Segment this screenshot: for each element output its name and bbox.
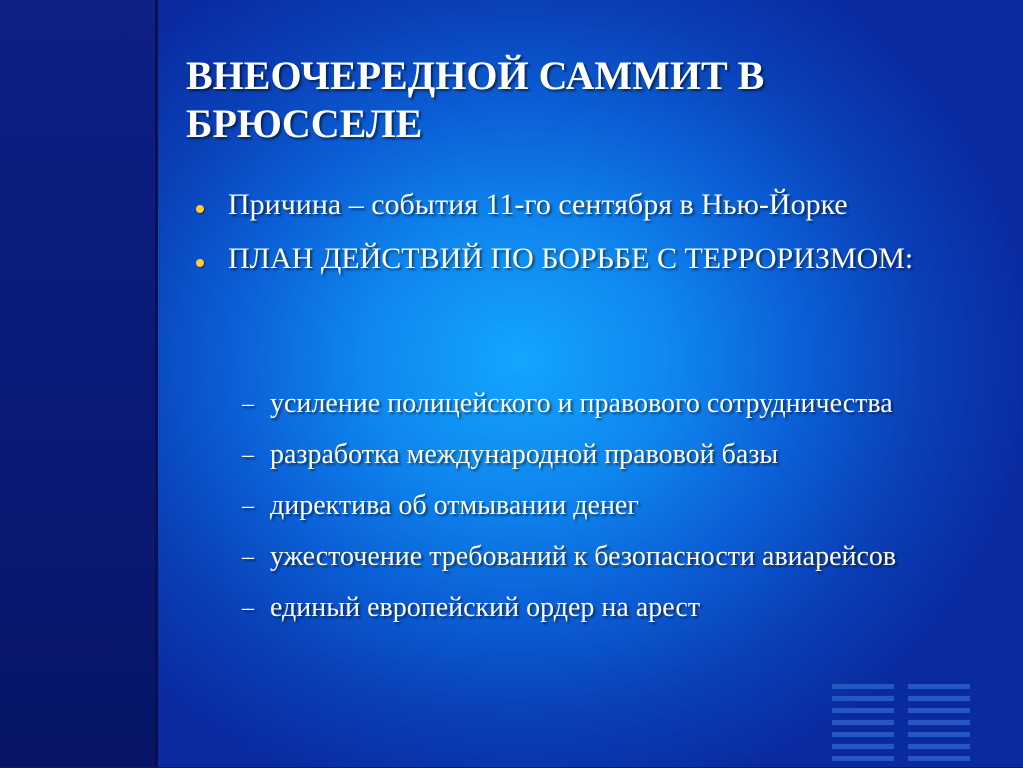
sub-item-text: директива об отмывании денег (270, 490, 639, 521)
left-sidebar-strip (0, 0, 156, 767)
sub-item-text: усиление полицейского и правового сотрудничества (270, 388, 893, 419)
sub-item-flight-security (238, 539, 938, 575)
sub-item-text: ужесточение требований к безопасности авиарейсов (270, 541, 897, 572)
decorative-lines-icon (832, 684, 972, 767)
dash-icon: – (242, 595, 254, 621)
slide-title: ВНЕОЧЕРЕДНОЙ САММИТ В БРЮССЕЛЕ (186, 53, 765, 146)
dash-icon: – (242, 544, 254, 570)
bullet-text: ПЛАН ДЕЙСТВИЙ ПО БОРЬБЕ С ТЕРРОРИЗМОМ: (228, 242, 914, 275)
bullet-text: Причина – события 11-го сентября в Нью-Йорке (228, 188, 848, 221)
bullet-dot-icon (196, 205, 204, 213)
sub-item-arrest-warrant (238, 590, 938, 626)
sub-bullet-list (238, 386, 938, 641)
sub-item-money-laundering (238, 488, 938, 524)
bullet-list (190, 186, 950, 294)
dash-icon: – (242, 493, 254, 519)
sub-item-text: единый европейский ордер на арест (270, 592, 701, 623)
sub-item-legal-base (238, 437, 938, 473)
bullet-item-cause (190, 186, 950, 224)
sub-item-cooperation (238, 386, 938, 422)
dash-icon: – (242, 442, 254, 468)
bullet-dot-icon (196, 259, 204, 267)
sub-item-text: разработка международной правовой базы (270, 439, 779, 470)
dash-icon: – (242, 391, 254, 417)
bullet-item-plan (190, 240, 950, 278)
